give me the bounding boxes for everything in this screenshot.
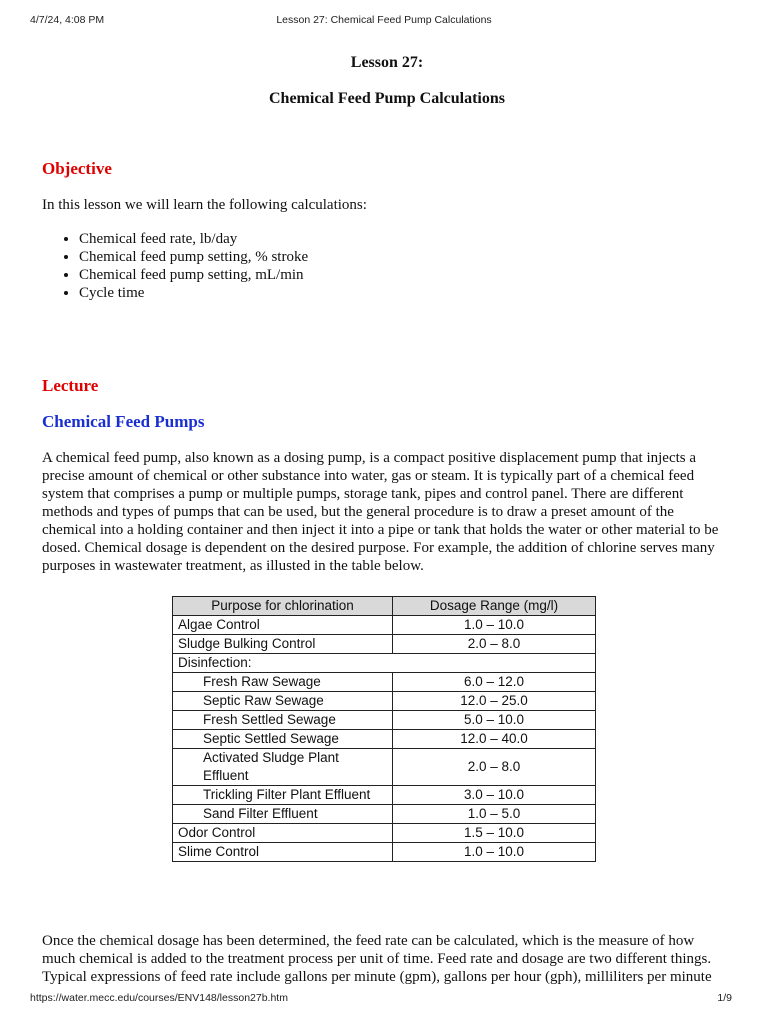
print-page-title: Lesson 27: Chemical Feed Pump Calculations <box>276 14 492 26</box>
table-row <box>173 616 596 635</box>
purpose-cell: Sludge Bulking Control <box>173 635 393 654</box>
purpose-cell: Septic Settled Sewage <box>173 730 393 749</box>
paragraph-feed-rate: Once the chemical dosage has been determined, the feed rate can be calculated, which is the measure of how much chemical is added to the treatment process per unit of time. Feed rate and dosage are two different things. Typical expressions of feed rate include gallons per minute (gpm), gallons per hour (gph), milliliters per minute <box>42 933 712 985</box>
print-footer <box>30 992 738 1006</box>
table-row <box>173 654 596 673</box>
column-header: Dosage Range (mg/l) <box>393 597 596 616</box>
dosage-cell: 1.0 – 5.0 <box>393 805 596 824</box>
paragraph-intro-pumps: A chemical feed pump, also known as a dosing pump, is a compact positive displacement pump that injects a precise amount of chemical or other substance into water, gas or steam. It is typically part of a chemical feed system that comprises a pump or multiple pumps, storage tank, pipes and control panel. There are different methods and types of pumps that can be used, but the general procedure is to draw a preset amount of the chemical into a holding container and then inject it into a pipe or tank that holds the water or other material to be dosed. Chemical dosage is dependent on the desired purpose. For example, the addition of chlorine serves many purposes in wastewater treatment, as illusted in the table below. <box>42 450 719 574</box>
table-row <box>173 749 596 786</box>
column-header: Purpose for chlorination <box>173 597 393 616</box>
table-row <box>173 673 596 692</box>
purpose-cell: Sand Filter Effluent <box>173 805 393 824</box>
intro-text: In this lesson we will learn the following calculations: <box>42 197 367 213</box>
purpose-cell: Slime Control <box>173 843 393 862</box>
dosage-cell: 3.0 – 10.0 <box>393 786 596 805</box>
table-row <box>173 805 596 824</box>
table-header-row <box>173 597 596 616</box>
lecture-heading: Lecture <box>42 376 99 395</box>
dosage-cell: 2.0 – 8.0 <box>393 749 596 786</box>
table-row <box>173 843 596 862</box>
document-body <box>42 50 732 985</box>
print-page-number: 1/9 <box>717 992 732 1004</box>
list-item: • Chemical feed pump setting, % stroke <box>79 248 732 266</box>
list-item: • Cycle time <box>79 284 732 302</box>
purpose-cell: Algae Control <box>173 616 393 635</box>
table-row <box>173 711 596 730</box>
dosage-cell: 12.0 – 25.0 <box>393 692 596 711</box>
print-header <box>30 14 738 28</box>
list-item: • Chemical feed pump setting, mL/min <box>79 266 732 284</box>
purpose-cell: Activated Sludge Plant Effluent <box>173 749 393 786</box>
table-row <box>173 692 596 711</box>
section-heading: Chemical Feed Pumps <box>42 412 205 431</box>
print-datetime: 4/7/24, 4:08 PM <box>30 14 105 26</box>
calculation-list <box>42 230 732 302</box>
dosage-cell: 12.0 – 40.0 <box>393 730 596 749</box>
table-row <box>173 730 596 749</box>
dosage-cell: 1.5 – 10.0 <box>393 824 596 843</box>
lesson-number: Lesson 27: <box>350 54 424 71</box>
purpose-cell: Septic Raw Sewage <box>173 692 393 711</box>
table-row <box>173 635 596 654</box>
purpose-cell: Trickling Filter Plant Effluent <box>173 786 393 805</box>
list-item: • Chemical feed rate, lb/day <box>79 230 732 248</box>
dosage-cell: 1.0 – 10.0 <box>393 616 596 635</box>
purpose-cell: Disinfection: <box>173 654 596 673</box>
purpose-cell: Fresh Settled Sewage <box>173 711 393 730</box>
purpose-cell: Fresh Raw Sewage <box>173 673 393 692</box>
dosage-cell: 1.0 – 10.0 <box>393 843 596 862</box>
lesson-title: Chemical Feed Pump Calculations <box>269 90 505 107</box>
purpose-cell: Odor Control <box>173 824 393 843</box>
dosage-cell: 2.0 – 8.0 <box>393 635 596 654</box>
table-row <box>173 824 596 843</box>
objective-heading: Objective <box>42 159 112 178</box>
table-row <box>173 786 596 805</box>
dosage-cell: 5.0 – 10.0 <box>393 711 596 730</box>
chlorination-dosage-table <box>172 596 596 862</box>
print-url: https://water.mecc.edu/courses/ENV148/lesson27b.htm <box>30 992 288 1004</box>
dosage-cell: 6.0 – 12.0 <box>393 673 596 692</box>
